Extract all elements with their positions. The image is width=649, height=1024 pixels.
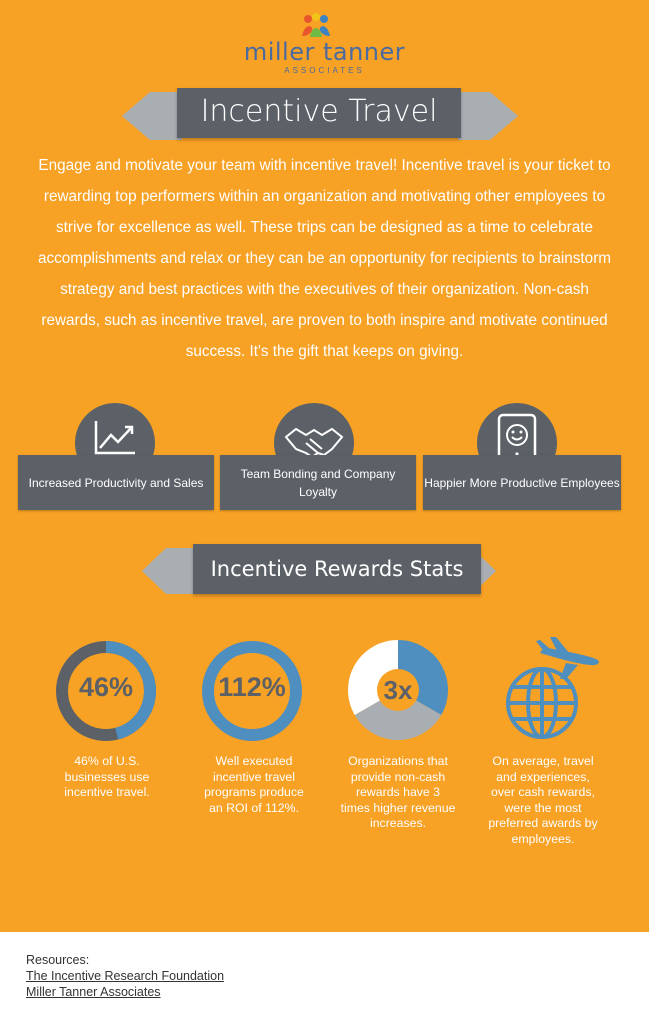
benefit-label: Happier More Productive Employees [424,475,620,490]
benefit-card-team-bonding [220,455,416,510]
benefit-card-happier-employees [423,455,621,510]
stats-title: Incentive Rewards Stats [193,544,481,594]
benefit-card-productivity [18,455,214,510]
stat-description: Organizations that provide non-cash rewards have 3 times higher revenue increases. [340,754,456,830]
benefit-label: Increased Productivity and Sales [28,475,204,490]
globe-airplane-icon [494,635,606,743]
logo-subtitle: ASSOCIATES [284,66,365,75]
resource-link-incentive-research-foundation[interactable]: The Incentive Research Foundation [26,969,225,983]
stat-value: 112% [218,672,286,702]
benefit-label: Team Bonding and Company Loyalty [240,466,396,499]
logo-name: miller tanner [243,38,406,66]
stat-description: 46% of U.S. businesses use incentive travel. [64,754,150,799]
logo-people-icon [298,10,334,40]
stat-description: On average, travel and experiences, over cash rewards, were the most preferred awards by employees. [488,754,598,846]
intro-paragraph: Engage and motivate your team with incentive travel! Incentive travel is your ticket to rewarding top performers within an organization and motivating other employees to strive for excellence as well. These trips can be designed as a time to celebrate accomplishments and relax or they can be an opportunity for recipients to brainstorm strategy and best practices with the executives of their organization. Non-cash rewards, such as incentive travel, are proven to both inspire and motivate continued success. It's the gift that keeps on giving. [37,157,612,360]
stat-value: 3x [383,675,413,705]
resources-heading: Resources: [26,953,90,967]
resources-section [26,952,224,1000]
resource-link-miller-tanner-associates[interactable]: Miller Tanner Associates [26,985,161,999]
stat-value: 46% [78,672,134,702]
page-title: Incentive Travel [177,88,461,138]
stat-description: Well executed incentive travel programs produce an ROI of 112%. [204,754,304,815]
